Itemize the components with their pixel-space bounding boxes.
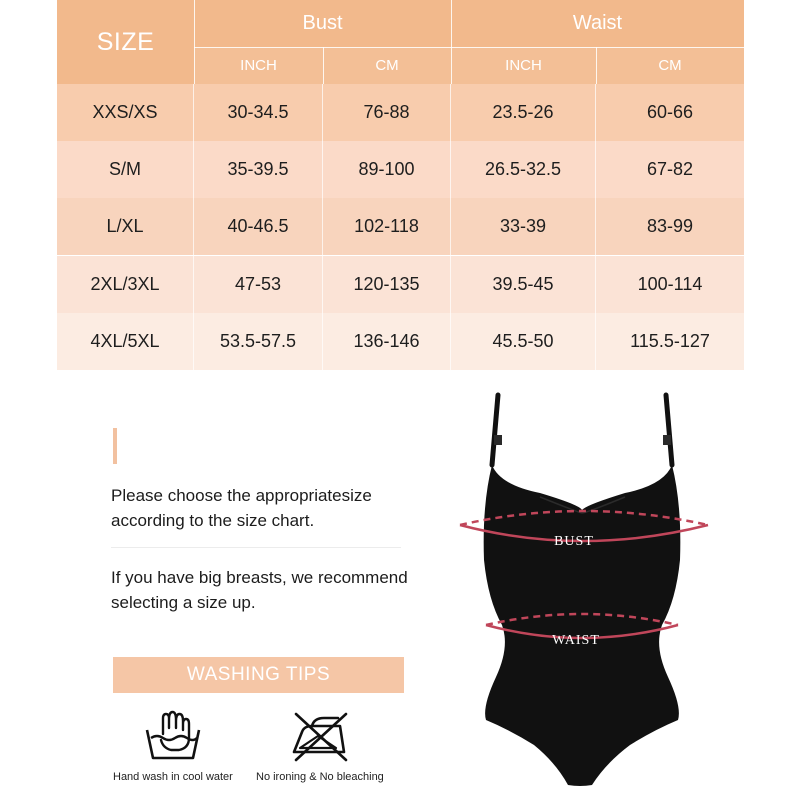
bust-cm-cell: 89-100 (323, 141, 451, 198)
waist-inch-cell: 23.5-26 (451, 84, 596, 141)
unit-label: CM (658, 57, 682, 74)
bodysuit-figure (440, 385, 740, 790)
bust-cm-cell: 76-88 (323, 84, 451, 141)
size-header-cell (57, 0, 194, 84)
size-cell: XXS/XS (57, 84, 194, 141)
table-row (57, 84, 744, 141)
bust-header-label: Bust (302, 12, 343, 34)
no-iron-no-bleach-icon (290, 708, 350, 764)
size-cell: 4XL/5XL (57, 313, 194, 370)
bust-header-cell (194, 0, 451, 47)
waist-inch-header (451, 47, 596, 84)
waist-cm-cell: 83-99 (646, 216, 694, 237)
strap-adjuster (494, 435, 502, 445)
hand-wash-label: Hand wash in cool water (113, 771, 233, 783)
header-divider (194, 47, 744, 48)
waist-cm-cell: 100-114 (637, 273, 703, 294)
unit-label: INCH (505, 57, 542, 74)
waist-inch-cell: 26.5-32.5 (451, 141, 596, 198)
waist-inch-cell: 39.5-45 (451, 256, 596, 313)
bust-cm-cell: 136-146 (323, 313, 451, 370)
bust-inch-cell: 35-39.5 (194, 141, 323, 198)
left-strap (492, 395, 498, 465)
waist-cm-cell: 115.5-127 (630, 330, 710, 351)
header-divider (596, 47, 597, 84)
waist-header-cell (451, 0, 744, 47)
size-cell: 2XL/3XL (57, 256, 194, 313)
header-divider (194, 0, 195, 84)
right-strap (666, 395, 672, 465)
waist-inch-cell: 33-39 (451, 198, 596, 255)
unit-label: CM (375, 57, 399, 74)
washing-tips-title: WASHING TIPS (186, 664, 331, 685)
bust-cm-cell: 120-135 (323, 256, 451, 313)
waist-inch-cell: 45.5-50 (451, 313, 596, 370)
waist-cm-cell: 67-82 (646, 159, 694, 180)
bust-cm-cell: 102-118 (323, 198, 451, 255)
table-row (57, 313, 744, 370)
size-header-label: SIZE (96, 27, 155, 56)
bust-inch-cell: 30-34.5 (194, 84, 323, 141)
bust-label: BUST (554, 534, 594, 549)
accent-bar (113, 428, 117, 464)
waist-header-label: Waist (572, 12, 623, 34)
waist-cm-header (596, 47, 744, 84)
waist-cm-cell: 60-66 (646, 102, 694, 122)
header-divider (451, 0, 452, 84)
size-cell: S/M (57, 141, 194, 198)
size-cell: L/XL (57, 198, 194, 255)
bust-inch-header (194, 47, 323, 84)
bust-cm-header (323, 47, 451, 84)
notes-divider (111, 547, 401, 548)
size-chart-table (57, 0, 744, 370)
strap-adjuster (663, 435, 671, 445)
unit-label: INCH (240, 57, 277, 74)
hand-wash-icon (143, 708, 203, 764)
header-divider (323, 47, 324, 84)
table-row (57, 198, 744, 255)
table-row (57, 141, 744, 198)
bust-inch-cell: 40-46.5 (194, 198, 323, 255)
no-iron-label: No ironing & No bleaching (256, 771, 384, 783)
waist-label: WAIST (552, 633, 600, 648)
washing-tips-banner (113, 657, 404, 693)
table-row (57, 256, 744, 313)
big-breasts-note: If you have big breasts, we recommend selecting a size up. (111, 568, 408, 612)
bust-inch-cell: 53.5-57.5 (194, 313, 323, 370)
bust-inch-cell: 47-53 (194, 256, 323, 313)
size-choice-note: Please choose the appropriatesize according to the size chart. (111, 486, 372, 530)
